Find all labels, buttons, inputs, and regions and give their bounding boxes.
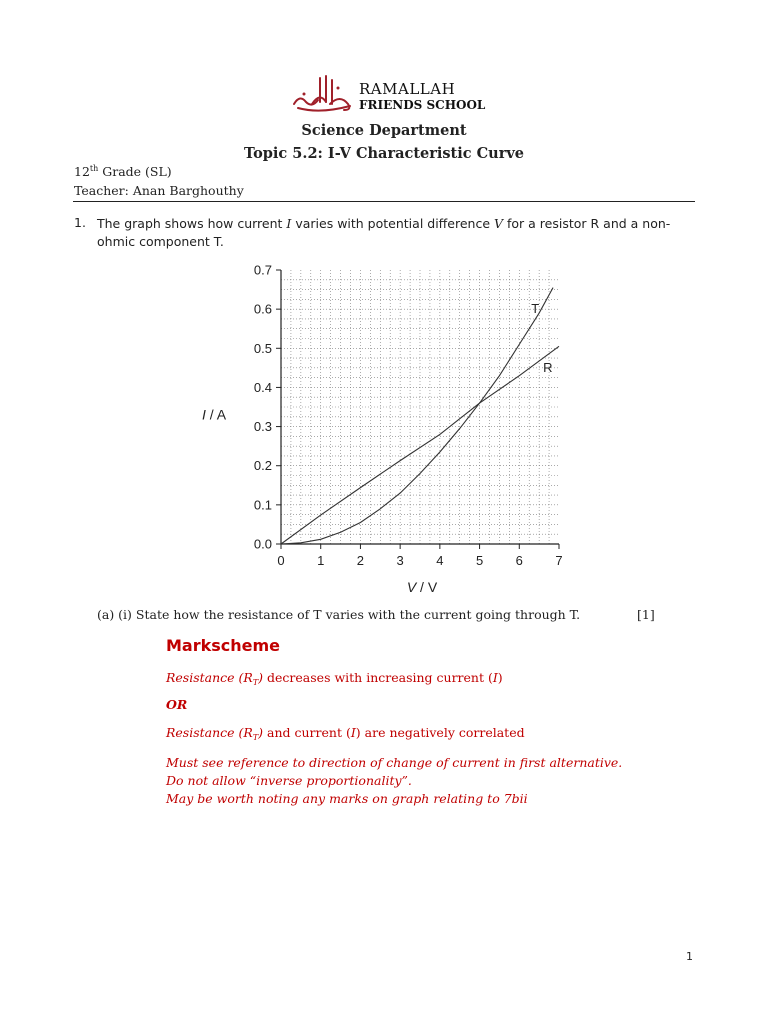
x-tick-label: 4 [436, 553, 444, 568]
x-tick-label: 0 [277, 553, 285, 568]
markscheme-note: Do not allow “inverse proportionality”. [166, 773, 412, 788]
x-tick-label: 1 [317, 553, 325, 568]
ms-text: Resistance (R [166, 725, 253, 740]
x-axis-unit: / V [416, 579, 438, 595]
ms-text: I [492, 670, 498, 685]
series-label-R: R [543, 359, 553, 375]
x-axis-variable: V [406, 579, 417, 595]
logo-text-line1: RAMALLAH [359, 80, 456, 98]
markscheme-or: OR [166, 697, 188, 712]
x-tick-label: 6 [515, 553, 523, 568]
ms-subscript: T [252, 733, 259, 742]
series-line-T [281, 288, 553, 544]
question-number: 1. [74, 215, 86, 230]
ms-text: decreases with increasing current ( [267, 670, 493, 685]
question-text [97, 215, 687, 251]
markscheme-note: May be worth noting any marks on graph relating to 7bii [166, 791, 528, 806]
header-divider [73, 201, 695, 202]
grid [281, 270, 559, 544]
ms-text: ) [497, 670, 503, 685]
y-axis-variable: I [202, 406, 206, 423]
x-tick-label: 7 [555, 553, 563, 568]
x-tick-label: 3 [396, 553, 404, 568]
page-number: 1 [686, 950, 693, 963]
ms-text: and current ( [267, 725, 351, 740]
markscheme-note: Must see reference to direction of change of current in first alternative. [166, 755, 623, 770]
y-tick-label: 0.4 [253, 379, 272, 395]
department-title: Science Department [301, 122, 467, 139]
school-logo [290, 72, 490, 116]
y-tick-label: 0.6 [253, 301, 272, 317]
ms-text: ) are negatively correlated [355, 725, 525, 740]
variable-V: V [494, 216, 504, 231]
logo-text-line2: FRIENDS SCHOOL [359, 98, 486, 112]
ms-text: Resistance (R [166, 670, 253, 685]
marks-allocation: [1] [637, 607, 655, 622]
markscheme-answer-1 [166, 670, 503, 687]
ms-text: ) [258, 670, 268, 685]
x-axis-label [407, 579, 438, 595]
y-tick-label: 0.3 [253, 419, 272, 435]
topic-title: Topic 5.2: I-V Characteristic Curve [243, 145, 525, 162]
grade-number: 12 [74, 164, 90, 180]
x-tick-label: 2 [356, 553, 365, 568]
grade-label [74, 164, 172, 179]
markscheme-title: Markscheme [166, 636, 281, 655]
teacher-label: Teacher: Anan Barghouthy [74, 183, 244, 198]
series-label-T: T [531, 301, 540, 317]
question-text-part: varies with potential difference [291, 216, 494, 231]
grade-suffix: th [89, 164, 99, 173]
ms-text: ) [258, 725, 268, 740]
y-tick-label: 0.0 [253, 536, 272, 552]
iv-characteristic-chart [190, 258, 580, 603]
markscheme-answer-2 [166, 725, 525, 742]
grade-text: Grade (SL) [98, 164, 172, 180]
y-tick-label: 0.5 [253, 340, 272, 356]
y-axis-label [202, 406, 227, 422]
question-text-part: The graph shows how current [97, 216, 287, 231]
calligraphy-emblem-icon [290, 74, 356, 114]
markscheme-notes [166, 754, 622, 808]
ms-text: I [350, 725, 356, 740]
ms-subscript: T [252, 678, 259, 687]
y-tick-label: 0.1 [253, 497, 272, 513]
question-text-part: for a resistor R and a non-ohmic component T. [97, 216, 671, 249]
y-axis-unit: / A [205, 406, 227, 423]
y-tick-label: 0.7 [253, 262, 272, 278]
y-tick-label: 0.2 [253, 458, 272, 474]
x-tick-label: 5 [475, 553, 484, 568]
question-part-a: (a) (i) State how the resistance of T varies with the current going through T. [97, 607, 581, 622]
variable-I: I [286, 216, 292, 231]
